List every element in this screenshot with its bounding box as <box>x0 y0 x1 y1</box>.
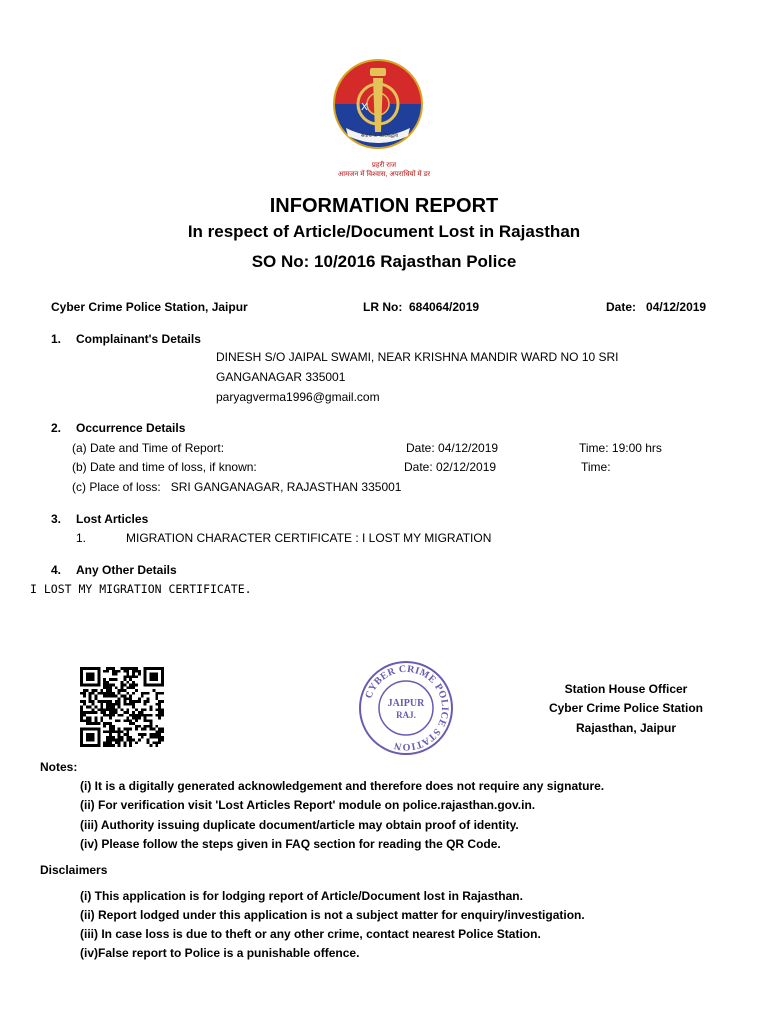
stamp-center-line-2: RAJ. <box>396 710 416 720</box>
section-3-heading: Lost Articles <box>76 512 149 526</box>
note-item: (iv) Please follow the steps given in FAQ section for reading the QR Code. <box>80 837 501 851</box>
complainant-address-line-2: GANGANAGAR 335001 <box>216 370 346 384</box>
motto-line-1: प्रहरी राज <box>371 162 397 169</box>
place-value: SRI GANGANAGAR, RAJASTHAN 335001 <box>170 480 402 494</box>
svg-text:X: X <box>361 102 368 113</box>
loss-date-value: Date: 02/12/2019 <box>404 460 497 474</box>
disclaimers-heading: Disclaimers <box>40 863 108 877</box>
lr-number <box>363 300 479 314</box>
page-title: INFORMATION REPORT <box>269 195 499 217</box>
other-details-text: I LOST MY MIGRATION CERTIFICATE. <box>30 582 252 596</box>
logo-motto <box>300 161 468 179</box>
lr-value: 684064/2019 <box>409 300 480 314</box>
rajasthan-police-logo <box>318 58 438 178</box>
signature-line-2: Cyber Crime Police Station <box>548 701 704 715</box>
loss-time-value: Time: <box>581 460 611 474</box>
report-time-value: Time: 19:00 hrs <box>579 441 662 455</box>
section-2-heading: Occurrence Details <box>76 421 186 435</box>
complainant-email: paryagverma1996@gmail.com <box>216 390 380 404</box>
report-datetime-label: (a) Date and Time of Report: <box>72 441 225 455</box>
stamp-ring-text: CYBER CRIME POLICE STATION <box>363 663 451 753</box>
section-1-num: 1. <box>51 332 62 346</box>
so-number: SO No: 10/2016 Rajasthan Police <box>251 252 517 271</box>
report-date <box>606 300 706 314</box>
lost-article-num: 1. <box>76 531 87 545</box>
motto-line-2: आमजन में विश्वास, अपराधियों में डर <box>337 171 431 178</box>
disclaimer-item: (ii) Report lodged under this application is not a subject matter for enquiry/investigation. <box>80 908 585 922</box>
loss-datetime-label: (b) Date and time of loss, if known: <box>72 460 257 474</box>
signature-line-1: Station House Officer <box>564 682 688 696</box>
stamp-center-line-1: JAIPUR <box>387 698 425 709</box>
page-subtitle: In respect of Article/Document Lost in Rajasthan <box>187 222 581 241</box>
date-value: 04/12/2019 <box>646 300 707 314</box>
section-3-num: 3. <box>51 512 62 526</box>
note-item: (i) It is a digitally generated acknowledgement and therefore does not require any signature. <box>80 779 605 793</box>
note-item: (ii) For verification visit 'Lost Articles Report' module on police.rajasthan.gov.in. <box>80 798 536 812</box>
qr-code <box>80 667 164 747</box>
lr-label: LR No: <box>363 300 403 314</box>
police-station-stamp <box>356 658 456 758</box>
place-label: (c) Place of loss: <box>72 480 161 494</box>
svg-text:सेवार्थ ★ कटिबद्धता: सेवार्थ ★ कटिबद्धता <box>361 133 398 139</box>
section-2-num: 2. <box>51 421 62 435</box>
notes-heading: Notes: <box>40 760 78 774</box>
disclaimer-item: (i) This application is for lodging report of Article/Document lost in Rajasthan. <box>80 889 523 903</box>
date-label: Date: <box>606 300 637 314</box>
station-name: Cyber Crime Police Station, Jaipur <box>51 300 248 314</box>
section-4-num: 4. <box>51 563 62 577</box>
note-item: (iii) Authority issuing duplicate document/article may obtain proof of identity. <box>80 818 519 832</box>
signature-line-3: Rajasthan, Jaipur <box>575 721 677 735</box>
lost-article-text: MIGRATION CHARACTER CERTIFICATE : I LOST MY MIGRATION <box>126 531 492 545</box>
place-of-loss <box>72 480 401 494</box>
disclaimer-item: (iv)False report to Police is a punishable offence. <box>80 946 360 960</box>
disclaimer-item: (iii) In case loss is due to theft or any other crime, contact nearest Police Station. <box>80 927 541 941</box>
section-1-heading: Complainant's Details <box>76 332 201 346</box>
complainant-address-line-1: DINESH S/O JAIPAL SWAMI, NEAR KRISHNA MANDIR WARD NO 10 SRI <box>216 350 619 364</box>
report-date-value: Date: 04/12/2019 <box>406 441 499 455</box>
section-4-heading: Any Other Details <box>76 563 177 577</box>
